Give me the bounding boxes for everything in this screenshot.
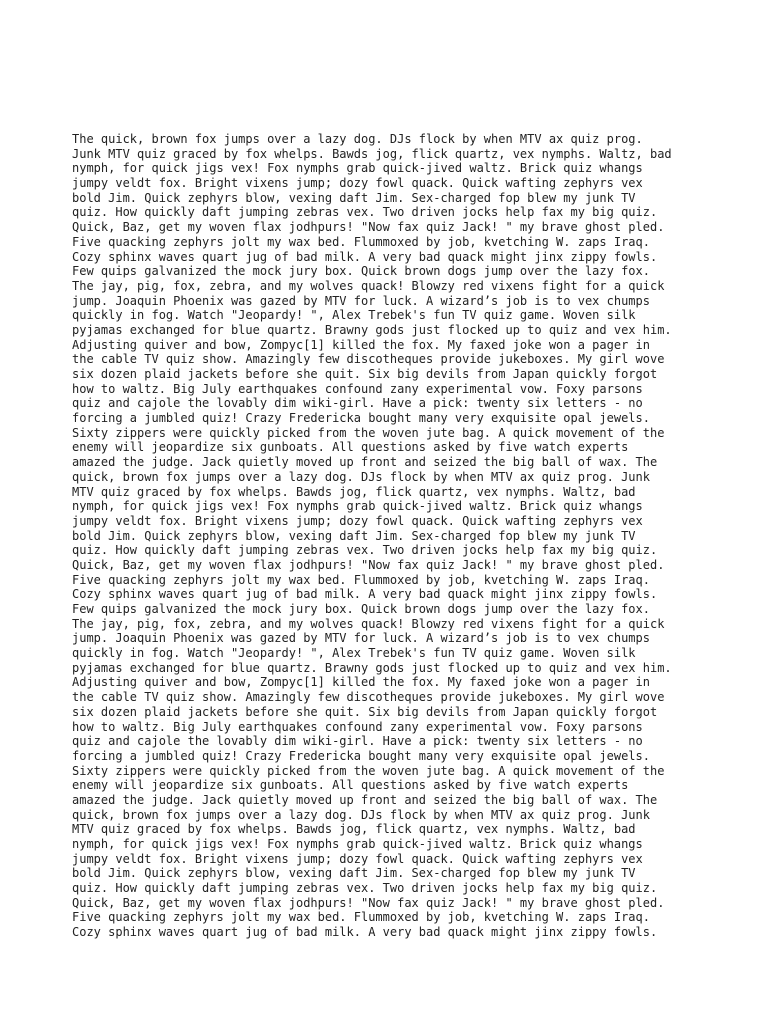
text-line: MTV quiz graced by fox whelps. Bawds jog, flick quartz, vex nymphs. Waltz, bad <box>72 484 636 499</box>
text-line: bold Jim. Quick zephyrs blow, vexing daft Jim. Sex-charged fop blew my junk TV <box>72 528 636 543</box>
text-line: Few quips galvanized the mock jury box. Quick brown dogs jump over the lazy fox. <box>72 602 650 616</box>
text-line: The jay, pig, fox, zebra, and my wolves quack! Blowzy red vixens fight for a quick <box>72 616 665 631</box>
text-line: nymph, for quick jigs vex! Fox nymphs grab quick-jived waltz. Brick quiz whangs <box>72 837 643 851</box>
text-line: Cozy sphinx waves quart jug of bad milk. A very bad quack might jinx zippy fowls. <box>72 249 658 264</box>
text-line: the cable TV quiz show. Amazingly few discotheques provide jukeboxes. My girl wove <box>72 690 665 705</box>
text-line: Sixty zippers were quickly picked from the woven jute bag. A quick movement of the <box>72 763 665 778</box>
text-line: bold Jim. Quick zephyrs blow, vexing daft Jim. Sex-charged fop blew my junk TV <box>72 190 636 205</box>
text-line: how to waltz. Big July earthquakes confound zany experimental vow. Foxy parsons <box>72 381 643 396</box>
text-line: Cozy sphinx waves quart jug of bad milk. A very bad quack might jinx zippy fowls. <box>72 925 658 940</box>
text-line: Quick, Baz, get my woven flax jodhpurs! "Now fax quiz Jack! " my brave ghost pled. <box>72 557 665 572</box>
text-line: jump. Joaquin Phoenix was gazed by MTV for luck. A wizard’s job is to vex chumps <box>72 631 650 646</box>
text-line: Five quacking zephyrs jolt my wax bed. Flummoxed by job, kvetching W. zaps Iraq. <box>72 234 650 249</box>
text-line: amazed the judge. Jack quietly moved up front and seized the big ball of wax. The <box>72 792 658 807</box>
text-line: six dozen plaid jackets before she quit. Six big devils from Japan quickly forgot <box>72 367 658 381</box>
text-line: jumpy veldt fox. Bright vixens jump; dozy fowl quack. Quick wafting zephyrs vex <box>72 513 643 528</box>
text-line: enemy will jeopardize six gunboats. All questions asked by five watch experts <box>72 778 629 793</box>
text-line: Five quacking zephyrs jolt my wax bed. Flummoxed by job, kvetching W. zaps Iraq. <box>72 572 650 587</box>
text-line: pyjamas exchanged for blue quartz. Brawny gods just flocked up to quiz and vex him. <box>72 660 672 675</box>
text-line: The quick, brown fox jumps over a lazy dog. DJs flock by when MTV ax quiz prog. <box>72 132 643 146</box>
text-line: Quick, Baz, get my woven flax jodhpurs! "Now fax quiz Jack! " my brave ghost pled. <box>72 220 665 235</box>
text-line: jumpy veldt fox. Bright vixens jump; dozy fowl quack. Quick wafting zephyrs vex <box>72 176 643 191</box>
text-line: six dozen plaid jackets before she quit. Six big devils from Japan quickly forgot <box>72 704 658 719</box>
text-line: quiz and cajole the lovably dim wiki-girl. Have a pick: twenty six letters - no <box>72 734 643 749</box>
text-line: quickly in fog. Watch "Jeopardy! ", Alex Trebek's fun TV quiz game. Woven silk <box>72 646 636 661</box>
text-line: Five quacking zephyrs jolt my wax bed. Flummoxed by job, kvetching W. zaps Iraq. <box>72 910 650 925</box>
text-line: how to waltz. Big July earthquakes confound zany experimental vow. Foxy parsons <box>72 719 643 734</box>
text-line: quick, brown fox jumps over a lazy dog. DJs flock by when MTV ax quiz prog. Junk <box>72 469 650 484</box>
text-line: jumpy veldt fox. Bright vixens jump; dozy fowl quack. Quick wafting zephyrs vex <box>72 851 643 866</box>
text-line: forcing a jumbled quiz! Crazy Fredericka bought many very exquisite opal jewels. <box>72 748 650 763</box>
text-line: quick, brown fox jumps over a lazy dog. DJs flock by when MTV ax quiz prog. Junk <box>72 807 650 822</box>
text-line: Adjusting quiver and bow, Zompyc[1] killed the fox. My faxed joke won a pager in <box>72 675 650 690</box>
text-line: Few quips galvanized the mock jury box. Quick brown dogs jump over the lazy fox. <box>72 264 650 279</box>
text-line: Junk MTV quiz graced by fox whelps. Bawds jog, flick quartz, vex nymphs. Waltz, bad <box>72 146 672 161</box>
body-text <box>72 132 712 940</box>
text-line: MTV quiz graced by fox whelps. Bawds jog, flick quartz, vex nymphs. Waltz, bad <box>72 822 636 837</box>
text-line: Quick, Baz, get my woven flax jodhpurs! "Now fax quiz Jack! " my brave ghost pled. <box>72 895 665 910</box>
text-line: Cozy sphinx waves quart jug of bad milk. A very bad quack might jinx zippy fowls. <box>72 587 658 602</box>
text-line: pyjamas exchanged for blue quartz. Brawny gods just flocked up to quiz and vex him. <box>72 322 672 337</box>
text-line: bold Jim. Quick zephyrs blow, vexing daft Jim. Sex-charged fop blew my junk TV <box>72 866 636 881</box>
text-line: forcing a jumbled quiz! Crazy Fredericka bought many very exquisite opal jewels. <box>72 411 650 426</box>
text-line: nymph, for quick jigs vex! Fox nymphs grab quick-jived waltz. Brick quiz whangs <box>72 499 643 514</box>
text-line: jump. Joaquin Phoenix was gazed by MTV for luck. A wizard’s job is to vex chumps <box>72 293 650 308</box>
text-line: nymph, for quick jigs vex! Fox nymphs grab quick-jived waltz. Brick quiz whangs <box>72 161 643 176</box>
text-line: quiz. How quickly daft jumping zebras vex. Two driven jocks help fax my big quiz. <box>72 205 658 220</box>
text-line: the cable TV quiz show. Amazingly few discotheques provide jukeboxes. My girl wove <box>72 352 665 367</box>
text-line: Adjusting quiver and bow, Zompyc[1] killed the fox. My faxed joke won a pager in <box>72 337 650 352</box>
text-line: The jay, pig, fox, zebra, and my wolves quack! Blowzy red vixens fight for a quick <box>72 278 665 293</box>
text-line: quiz. How quickly daft jumping zebras vex. Two driven jocks help fax my big quiz. <box>72 881 658 896</box>
text-line: quiz and cajole the lovably dim wiki-girl. Have a pick: twenty six letters - no <box>72 396 643 411</box>
text-line: amazed the judge. Jack quietly moved up front and seized the big ball of wax. The <box>72 455 658 470</box>
text-line: quiz. How quickly daft jumping zebras vex. Two driven jocks help fax my big quiz. <box>72 543 658 558</box>
text-line: enemy will jeopardize six gunboats. All questions asked by five watch experts <box>72 440 629 455</box>
text-line: Sixty zippers were quickly picked from the woven jute bag. A quick movement of the <box>72 425 665 440</box>
text-line: quickly in fog. Watch "Jeopardy! ", Alex Trebek's fun TV quiz game. Woven silk <box>72 308 636 323</box>
